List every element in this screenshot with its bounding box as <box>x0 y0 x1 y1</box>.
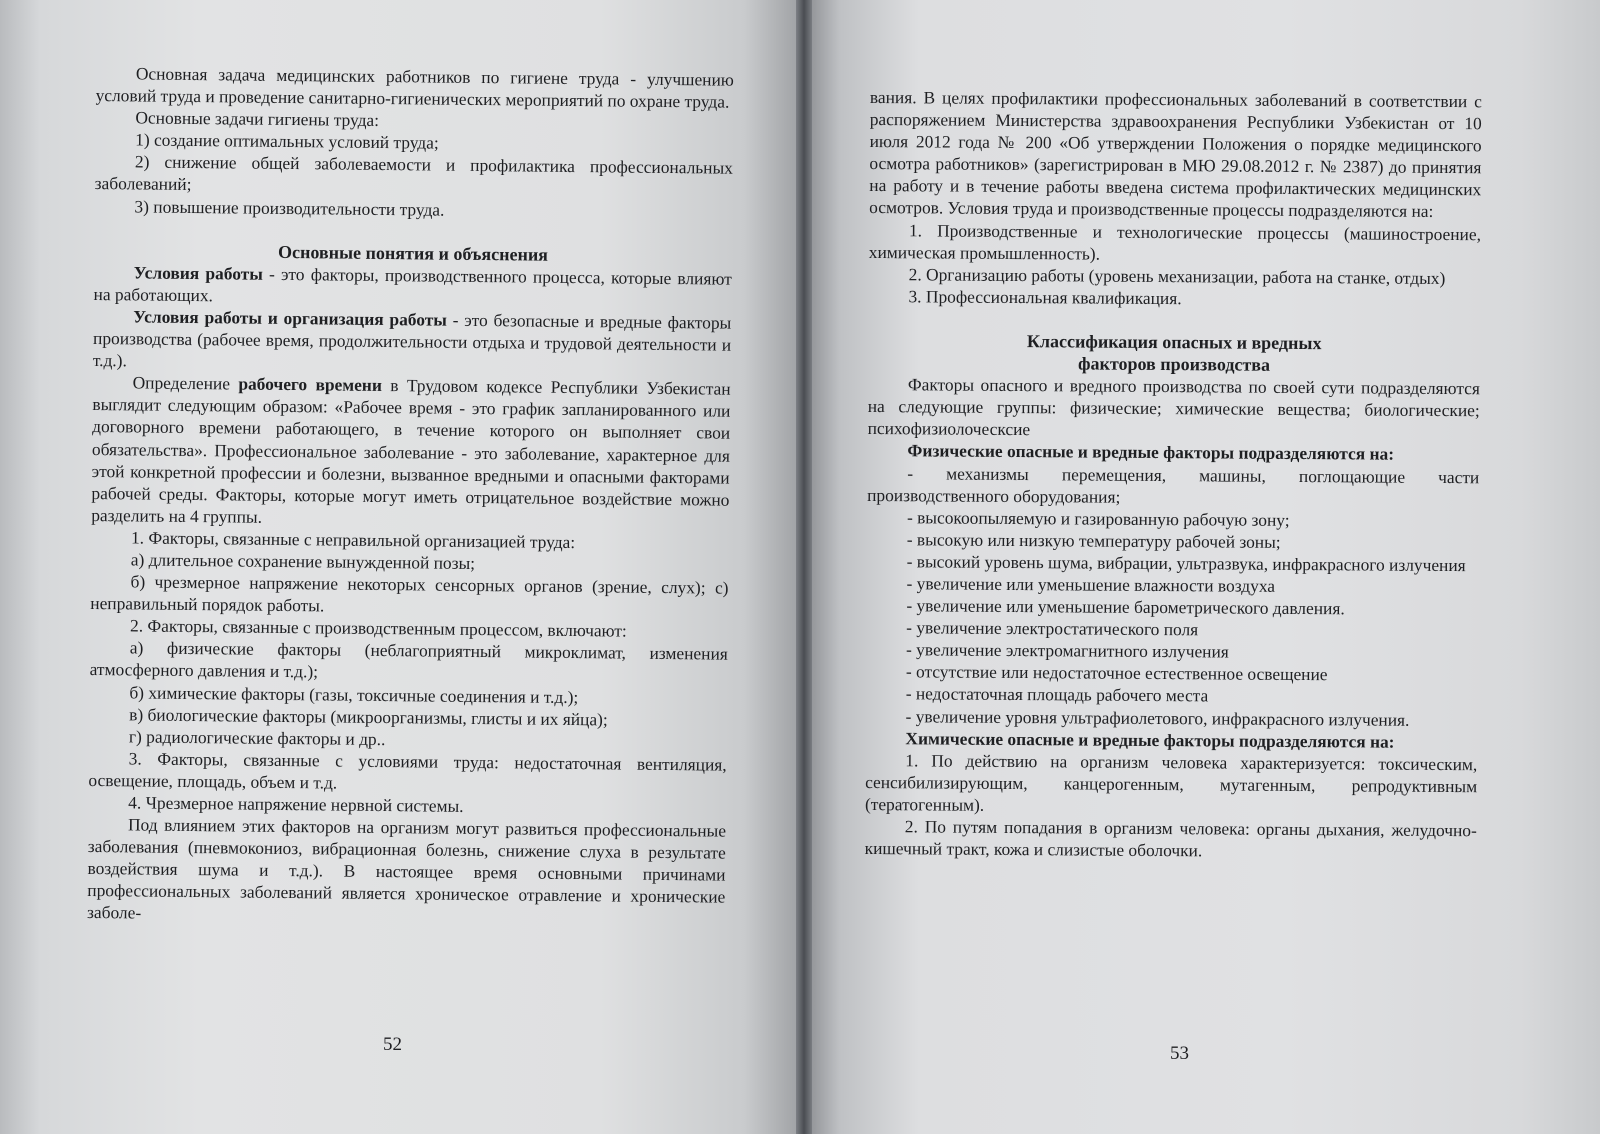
list-item: 3. Факторы, связанные с условиями труда: недостаточная вентиляция, освещение, площадь, объем и т.д. <box>88 748 727 793</box>
section-heading: Основные понятия и объяснения <box>277 241 549 265</box>
list-item: 1. По действию на организм человека характеризуется: токсическим, сенсибилизирующим, канцерогенным, мутагенным, репродуктивным (тератогенным). <box>864 749 1478 815</box>
right-page-text <box>865 86 1482 863</box>
list-item: - увеличение или уменьшение барометрического давления. <box>906 595 1345 619</box>
list-item: 1. Факторы, связанные с неправильной организацией труда: <box>130 527 576 552</box>
definition-text: в Трудовом кодексе Республики Узбекистан выглядит следующим образом: «Рабочее время - это график запланированного или договорного времени работающего, в течение которого он выполняет свои обязательства». Профессиональное заболевание - это заболевание, характерное для этой конкретной профессии и болезни, вызванное вредными и опасными факторами рабочей среды. Факторы, которые могут иметь отрицательное воздействие можно разделить на 4 группы. <box>91 375 731 527</box>
definition-term: Условия работы и организация работы <box>133 306 448 330</box>
page-number: 53 <box>1170 1043 1189 1064</box>
list-item: 1. Производственные и технологические процессы (машиностроение, химическая промышленность). <box>868 219 1482 264</box>
list-item: - увеличение электростатического поля <box>906 617 1199 640</box>
list-item: 3. Профессиональная квалификация. <box>908 286 1182 309</box>
definition-text: - это безопасные и вредные факторы производства (рабочее время, продолжительности отдыха и трудовой деятельности и т.д.). <box>92 309 732 371</box>
chemical-factors-heading: Химические опасные и вредные факторы подразделяются на: <box>905 727 1395 752</box>
list-item: - увеличение уровня ультрафиолетового, инфракрасного излучения. <box>905 705 1410 730</box>
list-item: 2. Факторы, связанные с производственным процессом, включают: <box>129 615 627 641</box>
section-heading: факторов производства <box>1078 353 1271 375</box>
list-item: 4. Чрезмерное напряжение нервной системы. <box>128 792 464 816</box>
left-page-text <box>87 62 734 930</box>
list-item: - высокий уровень шума, вибрации, ультразвука, инфракрасного излучения <box>906 551 1466 576</box>
list-item: 3) повышение производительности труда. <box>134 195 445 220</box>
list-item: - недостаточная площадь рабочего места <box>905 683 1209 706</box>
list-item: 2) снижение общей заболеваемости и профилактика профессиональных заболеваний; <box>94 151 734 195</box>
list-item: - увеличение или уменьшение влажности воздуха <box>906 573 1276 596</box>
list-item: а) длительное сохранение вынужденной позы; <box>130 549 476 573</box>
list-item: 2. По путям попадания в организм человека: органы дыхания, желудочно-кишечный тракт, кожа и слизистые оболочки. <box>864 816 1477 861</box>
physical-factors-heading: Физические опасные и вредные факторы подразделяются на: <box>907 440 1395 465</box>
list-item: г) радиологические факторы и др.. <box>128 726 386 749</box>
paragraph: Под влиянием этих факторов на организм могут развиться профессиональные заболевания (пневмокониоз, вибрационная болезнь, снижение слуха в результате воздействия шума и т.д.). В настоящее время основными причинами профессиональных заболеваний является хроническое отравление и хронические заболе- <box>86 814 727 923</box>
list-item: 1) создание оптимальных условий труда; <box>135 129 439 153</box>
list-item: - механизмы перемещения, машины, поглощающие части производственного оборудования; <box>867 462 1480 507</box>
list-item: б) химические факторы (газы, токсичные соединения и т.д.); <box>129 681 579 707</box>
definition-paragraph <box>91 371 731 532</box>
list-item: 2. Организацию работы (уровень механизации, работа на станке, отдых) <box>908 264 1446 288</box>
list-item: - отсутствие или недостаточное естественное освещение <box>905 661 1328 685</box>
section-heading: Классификация опасных и вредных <box>1026 331 1322 354</box>
definition-paragraph <box>93 261 731 312</box>
list-item: а) физические факторы (неблагоприятный микроклимат, изменения атмосферного давления и т.д.); <box>89 637 728 682</box>
definition-text: - это факторы, производственного процесса, которые влияют на работающих. <box>93 263 732 306</box>
list-item: - высокоопыляемую и газированную рабочую зону; <box>906 506 1290 530</box>
definition-paragraph <box>93 305 732 378</box>
definition-term: Условия работы <box>133 262 263 284</box>
list-item: - увеличение электромагнитного излучения <box>905 639 1229 662</box>
paragraph: Основная задача медицинских работников по гигиене труда - улучшению условий труда и проведение санитарно-гигиенических мероприятий по охране труда. <box>95 63 734 112</box>
paragraph: вания. В целях профилактики профессиональных заболеваний в соответствии с распоряжением Министерства здравоохранения Республики Узбекистан от 10 июля 2012 года № 200 «Об утверждении Положения о порядке медицинского осмотра работников» (зарегистрирован в МЮ 29.08.2012 г. № 2387) до принятия на работу и в течение работы введена система профилактических медицинских осмотров. Условия труда и производственные процессы подразделяются на: <box>869 86 1482 222</box>
definition-prefix: Определение <box>132 372 239 394</box>
paragraph: Факторы опасного и вредного производства по своей сути подразделяются на следующие группы: физические; химические вещества; биологические; психофизиолоческсие <box>867 374 1480 440</box>
page-number: 52 <box>383 1034 402 1055</box>
book-spine <box>796 0 812 1134</box>
paragraph: Основные задачи гигиены труда: <box>135 107 380 131</box>
list-item: б) чрезмерное напряжение некоторых сенсорных органов (зрение, слух); с) неправильный порядок работы. <box>90 571 729 616</box>
definition-term: рабочего времени <box>238 373 383 396</box>
list-item: в) биологические факторы (микроорганизмы, глисты и их яйца); <box>129 704 608 730</box>
list-item: - высокую или низкую температуру рабочей зоны; <box>906 529 1281 552</box>
